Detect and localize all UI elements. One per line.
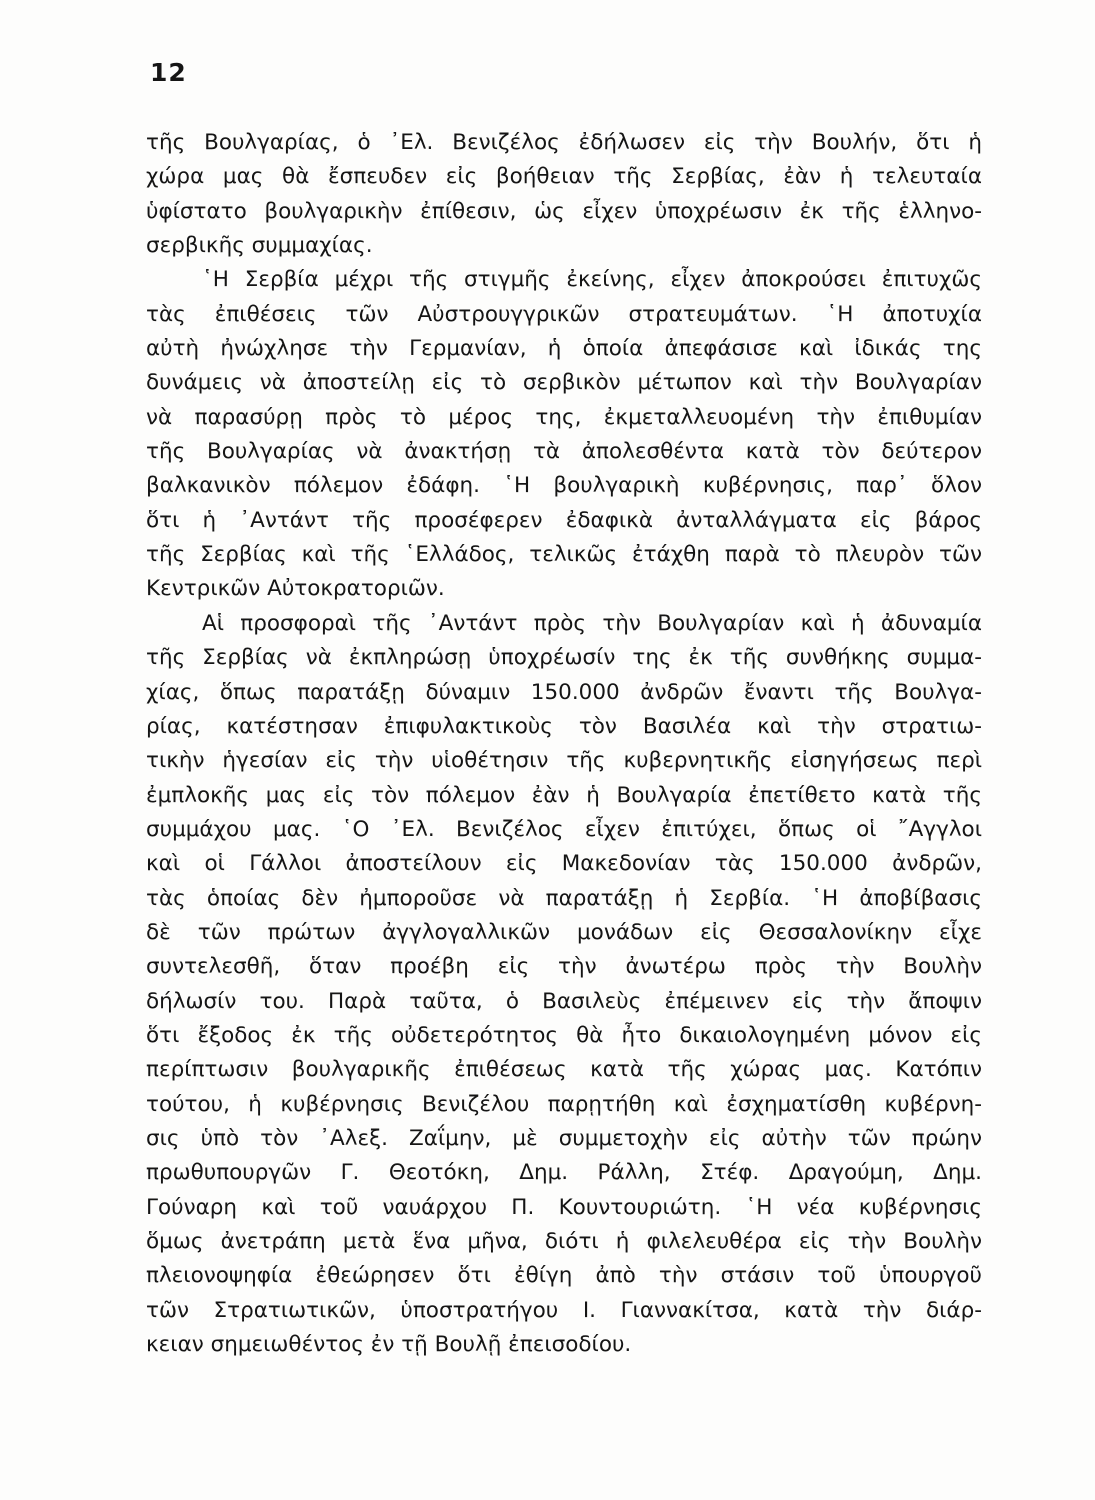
text-line: αὐτὴ ἠνώχλησε τὴν Γερμανίαν, ἡ ὁποία ἀπεφάσισε καὶ ἰδικάς της: [146, 336, 982, 362]
text-line: βαλκανικὸν πόλεμον ἐδάφη. ῾Η βουλγαρικὴ κυβέρνησις, παρ᾽ ὅλον: [146, 473, 982, 499]
text-line: τῆς Βουλγαρίας, ὁ ᾽Ελ. Βενιζέλος ἐδήλωσεν εἰς τὴν Βουλήν, ὅτι ἡ: [146, 130, 982, 155]
text-line: τῆς Σερβίας νὰ ἐκπληρώσῃ ὑποχρέωσίν της ἐκ τῆς συνθήκης συμμα-: [146, 645, 982, 671]
text-line: τῆς Σερβίας καὶ τῆς ῾Ελλάδος, τελικῶς ἐτάχθη παρὰ τὸ πλευρὸν τῶν: [146, 542, 982, 568]
body-text: [146, 126, 982, 1362]
text-line: τῆς Βουλγαρίας νὰ ἀνακτήσῃ τὰ ἀπολεσθέντα κατὰ τὸν δεύτερον: [146, 439, 982, 465]
text-line: τῶν Στρατιωτικῶν, ὑποστρατήγου Ι. Γιαννακίτσα, κατὰ τὴν διάρ-: [146, 1297, 982, 1323]
text-line: ἐμπλοκῆς μας εἰς τὸν πόλεμον ἐὰν ἡ Βουλγαρία ἐπετίθετο κατὰ τῆς: [146, 782, 982, 808]
text-line: ὅτι ἔξοδος ἐκ τῆς οὐδετερότητος θὰ ἦτο δικαιολογημένη μόνον εἰς: [146, 1022, 982, 1048]
text-line: συντελεσθῆ, ὅταν προέβη εἰς τὴν ἀνωτέρω πρὸς τὴν Βουλὴν: [146, 954, 982, 980]
text-line: σερβικῆς συμμαχίας.: [146, 233, 373, 259]
text-line: δήλωσίν του. Παρὰ ταῦτα, ὁ Βασιλεὺς ἐπέμεινεν εἰς τὴν ἄποψιν: [146, 988, 982, 1014]
text-line: ὑφίστατο βουλγαρικὴν ἐπίθεσιν, ὡς εἶχεν ὑποχρέωσιν ἐκ τῆς ἑλληνο-: [146, 198, 982, 224]
text-line: τούτου, ἡ κυβέρνησις Βενιζέλου παρῃτήθη καὶ ἐσχηματίσθη κυβέρνη-: [146, 1091, 982, 1117]
text-line: ρίας, κατέστησαν ἐπιφυλακτικοὺς τὸν Βασιλέα καὶ τὴν στρατιω-: [146, 713, 982, 739]
text-line: τὰς ὁποίας δὲν ἠμποροῦσε νὰ παρατάξῃ ἡ Σερβία. ῾Η ἀποβίβασις: [146, 885, 982, 911]
text-line: Κεντρικῶν Αὐτοκρατοριῶν.: [146, 576, 445, 602]
text-line: πρωθυπουργῶν Γ. Θεοτόκη, Δημ. Ράλλη, Στέφ. Δραγούμη, Δημ.: [146, 1160, 982, 1186]
text-line: ὅμως ἀνετράπη μετὰ ἕνα μῆνα, διότι ἡ φιλελευθέρα εἰς τὴν Βουλὴν: [146, 1229, 982, 1254]
text-line: καὶ οἱ Γάλλοι ἀποστείλουν εἰς Μακεδονίαν τὰς 150.000 ἀνδρῶν,: [146, 851, 982, 877]
text-line: κειαν σημειωθέντος ἐν τῇ Βουλῇ ἐπεισοδίου.: [146, 1332, 632, 1358]
text-line: τικὴν ἡγεσίαν εἰς τὴν υἱοθέτησιν τῆς κυβερνητικῆς εἰσηγήσεως περὶ: [146, 748, 982, 774]
text-line: περίπτωσιν βουλγαρικῆς ἐπιθέσεως κατὰ τῆς χώρας μας. Κατόπιν: [146, 1057, 982, 1083]
text-line: πλειονοψηφία ἐθεώρησεν ὅτι ἐθίγη ἀπὸ τὴν στάσιν τοῦ ὑπουργοῦ: [146, 1263, 982, 1289]
text-line: χίας, ὅπως παρατάξῃ δύναμιν 150.000 ἀνδρῶν ἔναντι τῆς Βουλγα-: [146, 679, 982, 705]
text-line: σις ὑπὸ τὸν ᾽Αλεξ. Ζαΐμην, μὲ συμμετοχὴν εἰς αὐτὴν τῶν πρώην: [146, 1125, 982, 1151]
text-line: συμμάχου μας. ῾Ο ᾽Ελ. Βενιζέλος εἶχεν ἐπιτύχει, ὅπως οἱ ῎Αγγλοι: [146, 816, 982, 842]
text-line: ὅτι ἡ ᾽Αντάντ τῆς προσέφερεν ἐδαφικὰ ἀνταλλάγματα εἰς βάρος: [146, 507, 982, 533]
text-line: χώρα μας θὰ ἔσπευδεν εἰς βοήθειαν τῆς Σερβίας, ἐὰν ἡ τελευταία: [146, 164, 982, 190]
page-number: 12: [150, 58, 187, 87]
text-line: νὰ παρασύρῃ πρὸς τὸ μέρος της, ἐκμεταλλευομένη τὴν ἐπιθυμίαν: [146, 404, 982, 430]
text-line: δὲ τῶν πρώτων ἀγγλογαλλικῶν μονάδων εἰς Θεσσαλονίκην εἶχε: [146, 919, 982, 945]
text-line: ῾Η Σερβία μέχρι τῆς στιγμῆς ἐκείνης, εἶχεν ἀποκρούσει ἐπιτυχῶς: [202, 267, 982, 293]
text-line: Αἱ προσφοραὶ τῆς ᾽Αντάντ πρὸς τὴν Βουλγαρίαν καὶ ἡ ἀδυναμία: [202, 610, 982, 636]
text-line: τὰς ἐπιθέσεις τῶν Αὐστρουγγρικῶν στρατευμάτων. ῾Η ἀποτυχία: [146, 301, 982, 327]
text-line: δυνάμεις νὰ ἀποστείλῃ εἰς τὸ σερβικὸν μέτωπον καὶ τὴν Βουλγαρίαν: [146, 370, 982, 396]
text-line: Γούναρη καὶ τοῦ ναυάρχου Π. Κουντουριώτη. ῾Η νέα κυβέρνησις: [146, 1194, 982, 1220]
